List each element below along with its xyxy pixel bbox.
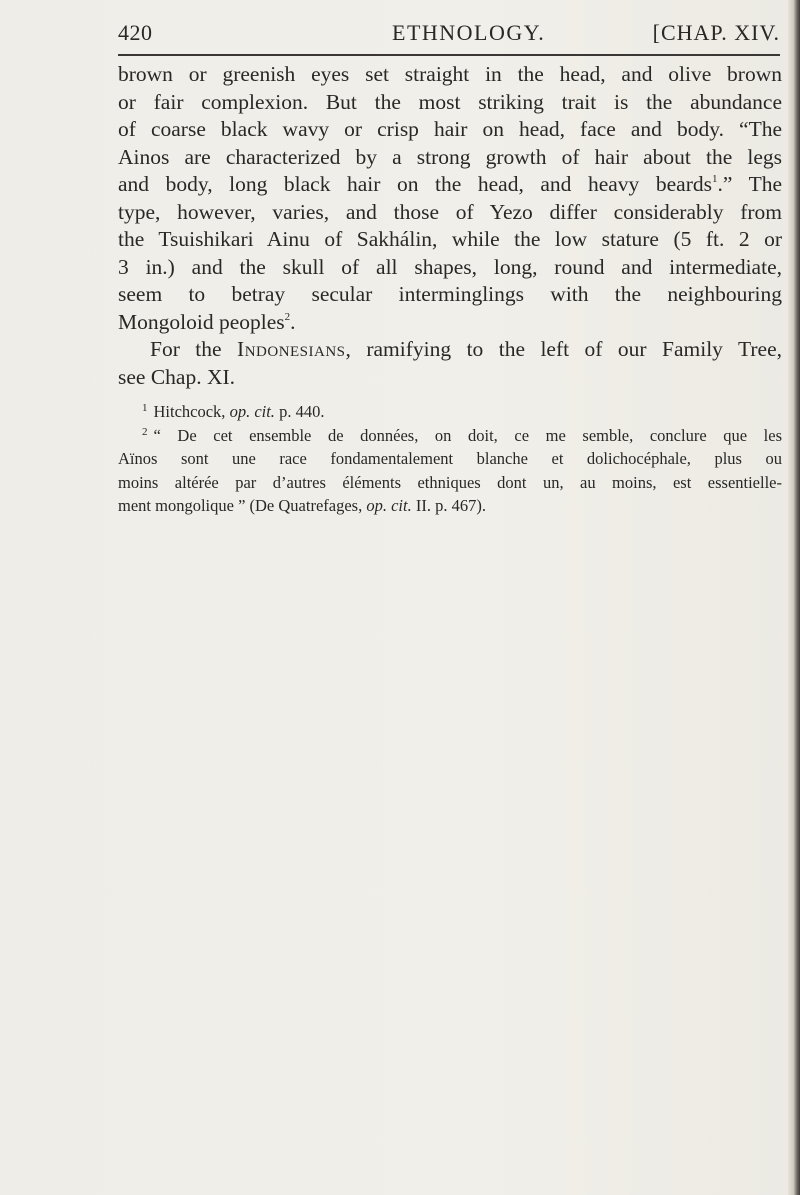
text-line: of coarse black wavy or crisp hair on head, face and body. “The (118, 117, 782, 141)
text-fragment: II. p. 467). (411, 496, 486, 515)
text-line: the Tsuishikari Ainu of Sakhálin, while the low stature (5 ft. 2 or (118, 227, 782, 251)
paragraph-2 (118, 336, 782, 391)
running-title: ETHNOLOGY. (392, 20, 546, 45)
page-number: 420 (118, 20, 153, 45)
footnotes (118, 400, 782, 518)
text-fragment: . (290, 309, 296, 334)
small-caps-term: Indonesians (237, 337, 346, 361)
text-line: Ainos are characterized by a strong growth of hair about the legs (118, 144, 782, 169)
header-rule (118, 54, 780, 56)
text-line (118, 309, 782, 337)
text-fragment: , ramifying to the left of our Family Tree, (345, 337, 782, 361)
text-line: or fair complexion. But the most striking trait is the abundance (118, 89, 782, 114)
footnote-line (118, 424, 782, 448)
text-fragment: Hitchcock, (153, 402, 230, 421)
italic-citation: op. cit. (229, 402, 275, 421)
text-fragment: ment mongolique ” (De Quatrefages, (118, 496, 367, 515)
text-fragment: Mongoloid peoples (118, 309, 285, 334)
paragraph-1 (118, 61, 782, 336)
footnote-line (118, 400, 782, 424)
text-fragment: “ De cet ensemble de données, on doit, ce me semble, conclure que les (153, 425, 782, 445)
text-line: brown or greenish eyes set straight in the head, and olive brown (118, 62, 782, 86)
footnote-line: Aïnos sont une race fondamentalement blanche et dolichocéphale, plus ou (118, 449, 782, 468)
text-line: type, however, varies, and those of Yezo differ considerably from (118, 199, 782, 224)
page-edge-shadow (788, 0, 800, 1195)
running-header (118, 20, 780, 50)
footnote-2 (118, 424, 782, 518)
footnote-number: 1 (142, 402, 148, 414)
text-line: 3 in.) and the skull of all shapes, long, round and intermediate, (118, 254, 782, 279)
footnote-1 (118, 400, 782, 424)
text-fragment: For the (150, 337, 238, 361)
text-fragment: p. 440. (274, 402, 325, 421)
text-line: see Chap. XI. (118, 364, 236, 389)
text-line (118, 336, 782, 364)
footnote-line: moins altérée par d’autres éléments ethniques dont un, au moins, est essentielle- (118, 472, 782, 492)
text-line: seem to betray secular interminglings with the neighbouring (118, 282, 782, 306)
footnote-line (118, 494, 782, 518)
footnote-number: 2 (142, 425, 148, 438)
footnote-ref-1: 1 (711, 173, 718, 185)
text-fragment: .” The (717, 172, 782, 196)
main-text (118, 61, 782, 391)
footnote-ref-2: 2 (284, 310, 291, 323)
italic-citation: op. cit. (366, 496, 412, 515)
text-fragment: and body, long black hair on the head, and heavy beards (118, 172, 712, 196)
chapter-label: [CHAP. XIV. (652, 20, 780, 45)
text-line (118, 171, 782, 199)
